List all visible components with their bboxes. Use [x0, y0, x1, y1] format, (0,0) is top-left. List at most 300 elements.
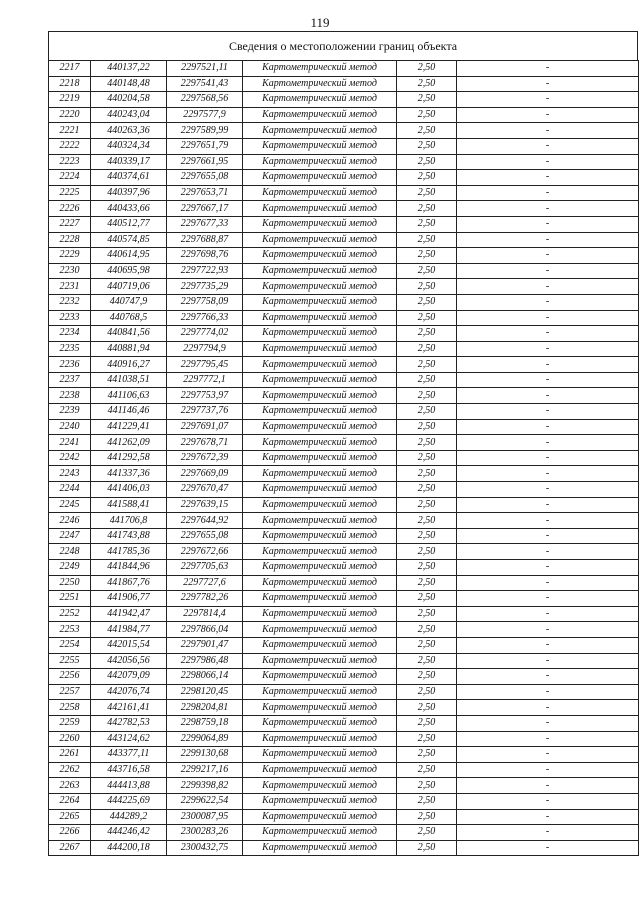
- error-cell: 2,50: [397, 450, 457, 466]
- table-row: [49, 310, 639, 326]
- table-row: [49, 778, 639, 794]
- error-cell: 2,50: [397, 107, 457, 123]
- table-row: [49, 497, 639, 513]
- method-cell: Картометрический метод: [243, 154, 397, 170]
- method-cell: Картометрический метод: [243, 513, 397, 529]
- table-row: [49, 248, 639, 264]
- method-cell: Картометрический метод: [243, 793, 397, 809]
- y-coordinate-cell: 2298120,45: [167, 684, 243, 700]
- table-row: [49, 388, 639, 404]
- x-coordinate-cell: 441038,51: [91, 372, 167, 388]
- description-cell: -: [457, 622, 639, 638]
- y-coordinate-cell: 2297735,29: [167, 279, 243, 295]
- table-row: [49, 419, 639, 435]
- error-cell: 2,50: [397, 248, 457, 264]
- error-cell: 2,50: [397, 544, 457, 560]
- description-cell: -: [457, 372, 639, 388]
- description-cell: -: [457, 637, 639, 653]
- x-coordinate-cell: 440695,98: [91, 263, 167, 279]
- description-cell: -: [457, 123, 639, 139]
- error-cell: 2,50: [397, 92, 457, 108]
- description-cell: -: [457, 388, 639, 404]
- y-coordinate-cell: 2297866,04: [167, 622, 243, 638]
- description-cell: -: [457, 216, 639, 232]
- description-cell: -: [457, 310, 639, 326]
- x-coordinate-cell: 440614,95: [91, 248, 167, 264]
- table-row: [49, 715, 639, 731]
- description-cell: -: [457, 731, 639, 747]
- error-cell: 2,50: [397, 700, 457, 716]
- x-coordinate-cell: 444225,69: [91, 793, 167, 809]
- point-number-cell: 2219: [49, 92, 91, 108]
- x-coordinate-cell: 442161,41: [91, 700, 167, 716]
- error-cell: 2,50: [397, 575, 457, 591]
- method-cell: Картометрический метод: [243, 466, 397, 482]
- method-cell: Картометрический метод: [243, 263, 397, 279]
- x-coordinate-cell: 441785,36: [91, 544, 167, 560]
- table-row: [49, 731, 639, 747]
- description-cell: -: [457, 528, 639, 544]
- y-coordinate-cell: 2299398,82: [167, 778, 243, 794]
- point-number-cell: 2260: [49, 731, 91, 747]
- x-coordinate-cell: 443377,11: [91, 747, 167, 763]
- y-coordinate-cell: 2297795,45: [167, 357, 243, 373]
- table-row: [49, 482, 639, 498]
- error-cell: 2,50: [397, 232, 457, 248]
- description-cell: -: [457, 450, 639, 466]
- point-number-cell: 2231: [49, 279, 91, 295]
- method-cell: Картометрический метод: [243, 279, 397, 295]
- y-coordinate-cell: 2297644,92: [167, 513, 243, 529]
- method-cell: Картометрический метод: [243, 809, 397, 825]
- table-row: [49, 840, 639, 856]
- y-coordinate-cell: 2297639,15: [167, 497, 243, 513]
- x-coordinate-cell: 441292,58: [91, 450, 167, 466]
- y-coordinate-cell: 2297672,39: [167, 450, 243, 466]
- description-cell: -: [457, 466, 639, 482]
- point-number-cell: 2266: [49, 825, 91, 841]
- description-cell: -: [457, 185, 639, 201]
- table-row: [49, 201, 639, 217]
- point-number-cell: 2258: [49, 700, 91, 716]
- coordinates-table: [48, 60, 639, 856]
- error-cell: 2,50: [397, 279, 457, 295]
- x-coordinate-cell: 440747,9: [91, 294, 167, 310]
- point-number-cell: 2236: [49, 357, 91, 373]
- point-number-cell: 2242: [49, 450, 91, 466]
- error-cell: 2,50: [397, 201, 457, 217]
- error-cell: 2,50: [397, 825, 457, 841]
- table-row: [49, 606, 639, 622]
- coordinates-table-body: [49, 61, 639, 856]
- table-row: [49, 825, 639, 841]
- description-cell: -: [457, 404, 639, 420]
- method-cell: Картометрический метод: [243, 170, 397, 186]
- table-row: [49, 513, 639, 529]
- point-number-cell: 2264: [49, 793, 91, 809]
- table-row: [49, 404, 639, 420]
- point-number-cell: 2241: [49, 435, 91, 451]
- table-row: [49, 154, 639, 170]
- y-coordinate-cell: 2298204,81: [167, 700, 243, 716]
- description-cell: -: [457, 248, 639, 264]
- y-coordinate-cell: 2297651,79: [167, 138, 243, 154]
- table-row: [49, 575, 639, 591]
- description-cell: -: [457, 825, 639, 841]
- method-cell: Картометрический метод: [243, 92, 397, 108]
- point-number-cell: 2223: [49, 154, 91, 170]
- description-cell: -: [457, 700, 639, 716]
- x-coordinate-cell: 440324,34: [91, 138, 167, 154]
- x-coordinate-cell: 440339,17: [91, 154, 167, 170]
- y-coordinate-cell: 2300087,95: [167, 809, 243, 825]
- description-cell: -: [457, 357, 639, 373]
- table-row: [49, 326, 639, 342]
- x-coordinate-cell: 441406,03: [91, 482, 167, 498]
- point-number-cell: 2220: [49, 107, 91, 123]
- x-coordinate-cell: 443716,58: [91, 762, 167, 778]
- error-cell: 2,50: [397, 669, 457, 685]
- description-cell: -: [457, 793, 639, 809]
- point-number-cell: 2257: [49, 684, 91, 700]
- method-cell: Картометрический метод: [243, 185, 397, 201]
- y-coordinate-cell: 2297753,97: [167, 388, 243, 404]
- x-coordinate-cell: 440374,61: [91, 170, 167, 186]
- error-cell: 2,50: [397, 622, 457, 638]
- description-cell: -: [457, 762, 639, 778]
- method-cell: Картометрический метод: [243, 731, 397, 747]
- method-cell: Картометрический метод: [243, 216, 397, 232]
- method-cell: Картометрический метод: [243, 419, 397, 435]
- method-cell: Картометрический метод: [243, 138, 397, 154]
- x-coordinate-cell: 440512,77: [91, 216, 167, 232]
- x-coordinate-cell: 441262,09: [91, 435, 167, 451]
- method-cell: Картометрический метод: [243, 778, 397, 794]
- error-cell: 2,50: [397, 466, 457, 482]
- method-cell: Картометрический метод: [243, 404, 397, 420]
- error-cell: 2,50: [397, 840, 457, 856]
- table-row: [49, 294, 639, 310]
- method-cell: Картометрический метод: [243, 123, 397, 139]
- error-cell: 2,50: [397, 404, 457, 420]
- table-row: [49, 793, 639, 809]
- method-cell: Картометрический метод: [243, 544, 397, 560]
- method-cell: Картометрический метод: [243, 388, 397, 404]
- error-cell: 2,50: [397, 357, 457, 373]
- boundary-sheet: [48, 31, 638, 856]
- error-cell: 2,50: [397, 185, 457, 201]
- method-cell: Картометрический метод: [243, 310, 397, 326]
- description-cell: -: [457, 653, 639, 669]
- method-cell: Картометрический метод: [243, 684, 397, 700]
- y-coordinate-cell: 2297661,95: [167, 154, 243, 170]
- x-coordinate-cell: 442076,74: [91, 684, 167, 700]
- y-coordinate-cell: 2297766,33: [167, 310, 243, 326]
- description-cell: -: [457, 201, 639, 217]
- method-cell: Картометрический метод: [243, 622, 397, 638]
- y-coordinate-cell: 2297691,07: [167, 419, 243, 435]
- error-cell: 2,50: [397, 310, 457, 326]
- y-coordinate-cell: 2297672,66: [167, 544, 243, 560]
- point-number-cell: 2239: [49, 404, 91, 420]
- y-coordinate-cell: 2297541,43: [167, 76, 243, 92]
- point-number-cell: 2244: [49, 482, 91, 498]
- point-number-cell: 2261: [49, 747, 91, 763]
- y-coordinate-cell: 2297568,56: [167, 92, 243, 108]
- y-coordinate-cell: 2299622,54: [167, 793, 243, 809]
- point-number-cell: 2240: [49, 419, 91, 435]
- method-cell: Картометрический метод: [243, 450, 397, 466]
- description-cell: -: [457, 840, 639, 856]
- section-title: Сведения о местоположении границ объекта: [48, 31, 638, 60]
- error-cell: 2,50: [397, 762, 457, 778]
- x-coordinate-cell: 441229,41: [91, 419, 167, 435]
- x-coordinate-cell: 441706,8: [91, 513, 167, 529]
- table-row: [49, 138, 639, 154]
- page-number: 119: [310, 15, 330, 30]
- description-cell: -: [457, 497, 639, 513]
- point-number-cell: 2247: [49, 528, 91, 544]
- error-cell: 2,50: [397, 606, 457, 622]
- method-cell: Картометрический метод: [243, 637, 397, 653]
- method-cell: Картометрический метод: [243, 248, 397, 264]
- table-row: [49, 591, 639, 607]
- x-coordinate-cell: 440433,66: [91, 201, 167, 217]
- error-cell: 2,50: [397, 528, 457, 544]
- point-number-cell: 2254: [49, 637, 91, 653]
- description-cell: -: [457, 154, 639, 170]
- y-coordinate-cell: 2297737,76: [167, 404, 243, 420]
- method-cell: Картометрический метод: [243, 653, 397, 669]
- table-row: [49, 762, 639, 778]
- x-coordinate-cell: 440204,58: [91, 92, 167, 108]
- x-coordinate-cell: 444200,18: [91, 840, 167, 856]
- error-cell: 2,50: [397, 637, 457, 653]
- x-coordinate-cell: 441906,77: [91, 591, 167, 607]
- description-cell: -: [457, 575, 639, 591]
- error-cell: 2,50: [397, 326, 457, 342]
- error-cell: 2,50: [397, 388, 457, 404]
- error-cell: 2,50: [397, 341, 457, 357]
- table-row: [49, 107, 639, 123]
- table-row: [49, 232, 639, 248]
- x-coordinate-cell: 440137,22: [91, 61, 167, 77]
- description-cell: -: [457, 684, 639, 700]
- table-row: [49, 341, 639, 357]
- method-cell: Картометрический метод: [243, 61, 397, 77]
- point-number-cell: 2237: [49, 372, 91, 388]
- description-cell: -: [457, 606, 639, 622]
- x-coordinate-cell: 441146,46: [91, 404, 167, 420]
- x-coordinate-cell: 441867,76: [91, 575, 167, 591]
- table-row: [49, 216, 639, 232]
- method-cell: Картометрический метод: [243, 372, 397, 388]
- error-cell: 2,50: [397, 294, 457, 310]
- table-row: [49, 466, 639, 482]
- point-number-cell: 2235: [49, 341, 91, 357]
- table-row: [49, 684, 639, 700]
- point-number-cell: 2252: [49, 606, 91, 622]
- point-number-cell: 2227: [49, 216, 91, 232]
- error-cell: 2,50: [397, 731, 457, 747]
- point-number-cell: 2246: [49, 513, 91, 529]
- point-number-cell: 2248: [49, 544, 91, 560]
- error-cell: 2,50: [397, 123, 457, 139]
- method-cell: Картометрический метод: [243, 357, 397, 373]
- method-cell: Картометрический метод: [243, 435, 397, 451]
- y-coordinate-cell: 2297758,09: [167, 294, 243, 310]
- error-cell: 2,50: [397, 513, 457, 529]
- table-row: [49, 637, 639, 653]
- y-coordinate-cell: 2297670,47: [167, 482, 243, 498]
- point-number-cell: 2255: [49, 653, 91, 669]
- x-coordinate-cell: 442079,09: [91, 669, 167, 685]
- table-row: [49, 544, 639, 560]
- x-coordinate-cell: 440263,36: [91, 123, 167, 139]
- table-row: [49, 92, 639, 108]
- description-cell: -: [457, 279, 639, 295]
- y-coordinate-cell: 2297688,87: [167, 232, 243, 248]
- table-row: [49, 669, 639, 685]
- point-number-cell: 2262: [49, 762, 91, 778]
- y-coordinate-cell: 2297678,71: [167, 435, 243, 451]
- point-number-cell: 2225: [49, 185, 91, 201]
- x-coordinate-cell: 441844,96: [91, 560, 167, 576]
- table-row: [49, 170, 639, 186]
- point-number-cell: 2234: [49, 326, 91, 342]
- table-row: [49, 76, 639, 92]
- y-coordinate-cell: 2297814,4: [167, 606, 243, 622]
- method-cell: Картометрический метод: [243, 232, 397, 248]
- error-cell: 2,50: [397, 435, 457, 451]
- y-coordinate-cell: 2298759,18: [167, 715, 243, 731]
- method-cell: Картометрический метод: [243, 840, 397, 856]
- description-cell: -: [457, 138, 639, 154]
- method-cell: Картометрический метод: [243, 201, 397, 217]
- point-number-cell: 2238: [49, 388, 91, 404]
- error-cell: 2,50: [397, 216, 457, 232]
- error-cell: 2,50: [397, 170, 457, 186]
- point-number-cell: 2267: [49, 840, 91, 856]
- error-cell: 2,50: [397, 747, 457, 763]
- y-coordinate-cell: 2299130,68: [167, 747, 243, 763]
- y-coordinate-cell: 2300283,26: [167, 825, 243, 841]
- error-cell: 2,50: [397, 154, 457, 170]
- error-cell: 2,50: [397, 715, 457, 731]
- point-number-cell: 2224: [49, 170, 91, 186]
- point-number-cell: 2232: [49, 294, 91, 310]
- point-number-cell: 2256: [49, 669, 91, 685]
- x-coordinate-cell: 444289,2: [91, 809, 167, 825]
- x-coordinate-cell: 440148,48: [91, 76, 167, 92]
- point-number-cell: 2251: [49, 591, 91, 607]
- point-number-cell: 2245: [49, 497, 91, 513]
- y-coordinate-cell: 2297589,99: [167, 123, 243, 139]
- y-coordinate-cell: 2297667,17: [167, 201, 243, 217]
- table-row: [49, 263, 639, 279]
- description-cell: -: [457, 294, 639, 310]
- description-cell: -: [457, 747, 639, 763]
- error-cell: 2,50: [397, 591, 457, 607]
- x-coordinate-cell: 442056,56: [91, 653, 167, 669]
- error-cell: 2,50: [397, 560, 457, 576]
- table-row: [49, 528, 639, 544]
- method-cell: Картометрический метод: [243, 482, 397, 498]
- method-cell: Картометрический метод: [243, 575, 397, 591]
- y-coordinate-cell: 2297722,93: [167, 263, 243, 279]
- method-cell: Картометрический метод: [243, 294, 397, 310]
- description-cell: -: [457, 232, 639, 248]
- method-cell: Картометрический метод: [243, 107, 397, 123]
- method-cell: Картометрический метод: [243, 341, 397, 357]
- x-coordinate-cell: 441743,88: [91, 528, 167, 544]
- description-cell: -: [457, 76, 639, 92]
- point-number-cell: 2265: [49, 809, 91, 825]
- table-row: [49, 279, 639, 295]
- y-coordinate-cell: 2299217,16: [167, 762, 243, 778]
- y-coordinate-cell: 2297705,63: [167, 560, 243, 576]
- x-coordinate-cell: 443124,62: [91, 731, 167, 747]
- error-cell: 2,50: [397, 793, 457, 809]
- y-coordinate-cell: 2297577,9: [167, 107, 243, 123]
- point-number-cell: 2221: [49, 123, 91, 139]
- x-coordinate-cell: 441106,63: [91, 388, 167, 404]
- table-row: [49, 622, 639, 638]
- x-coordinate-cell: 440243,04: [91, 107, 167, 123]
- table-row: [49, 435, 639, 451]
- description-cell: -: [457, 778, 639, 794]
- method-cell: Картометрический метод: [243, 825, 397, 841]
- table-row: [49, 747, 639, 763]
- x-coordinate-cell: 440574,85: [91, 232, 167, 248]
- error-cell: 2,50: [397, 497, 457, 513]
- y-coordinate-cell: 2297986,48: [167, 653, 243, 669]
- y-coordinate-cell: 2299064,89: [167, 731, 243, 747]
- y-coordinate-cell: 2297782,26: [167, 591, 243, 607]
- method-cell: Картометрический метод: [243, 560, 397, 576]
- table-row: [49, 809, 639, 825]
- description-cell: -: [457, 341, 639, 357]
- error-cell: 2,50: [397, 372, 457, 388]
- method-cell: Картометрический метод: [243, 700, 397, 716]
- x-coordinate-cell: 441588,41: [91, 497, 167, 513]
- table-row: [49, 61, 639, 77]
- error-cell: 2,50: [397, 76, 457, 92]
- x-coordinate-cell: 441337,36: [91, 466, 167, 482]
- table-row: [49, 185, 639, 201]
- point-number-cell: 2263: [49, 778, 91, 794]
- table-row: [49, 123, 639, 139]
- point-number-cell: 2259: [49, 715, 91, 731]
- point-number-cell: 2253: [49, 622, 91, 638]
- y-coordinate-cell: 2297655,08: [167, 528, 243, 544]
- point-number-cell: 2218: [49, 76, 91, 92]
- description-cell: -: [457, 809, 639, 825]
- point-number-cell: 2222: [49, 138, 91, 154]
- description-cell: -: [457, 482, 639, 498]
- table-row: [49, 357, 639, 373]
- error-cell: 2,50: [397, 809, 457, 825]
- description-cell: -: [457, 591, 639, 607]
- y-coordinate-cell: 2297698,76: [167, 248, 243, 264]
- method-cell: Картометрический метод: [243, 528, 397, 544]
- method-cell: Картометрический метод: [243, 762, 397, 778]
- description-cell: -: [457, 61, 639, 77]
- x-coordinate-cell: 442015,54: [91, 637, 167, 653]
- y-coordinate-cell: 2297774,02: [167, 326, 243, 342]
- point-number-cell: 2249: [49, 560, 91, 576]
- method-cell: Картометрический метод: [243, 326, 397, 342]
